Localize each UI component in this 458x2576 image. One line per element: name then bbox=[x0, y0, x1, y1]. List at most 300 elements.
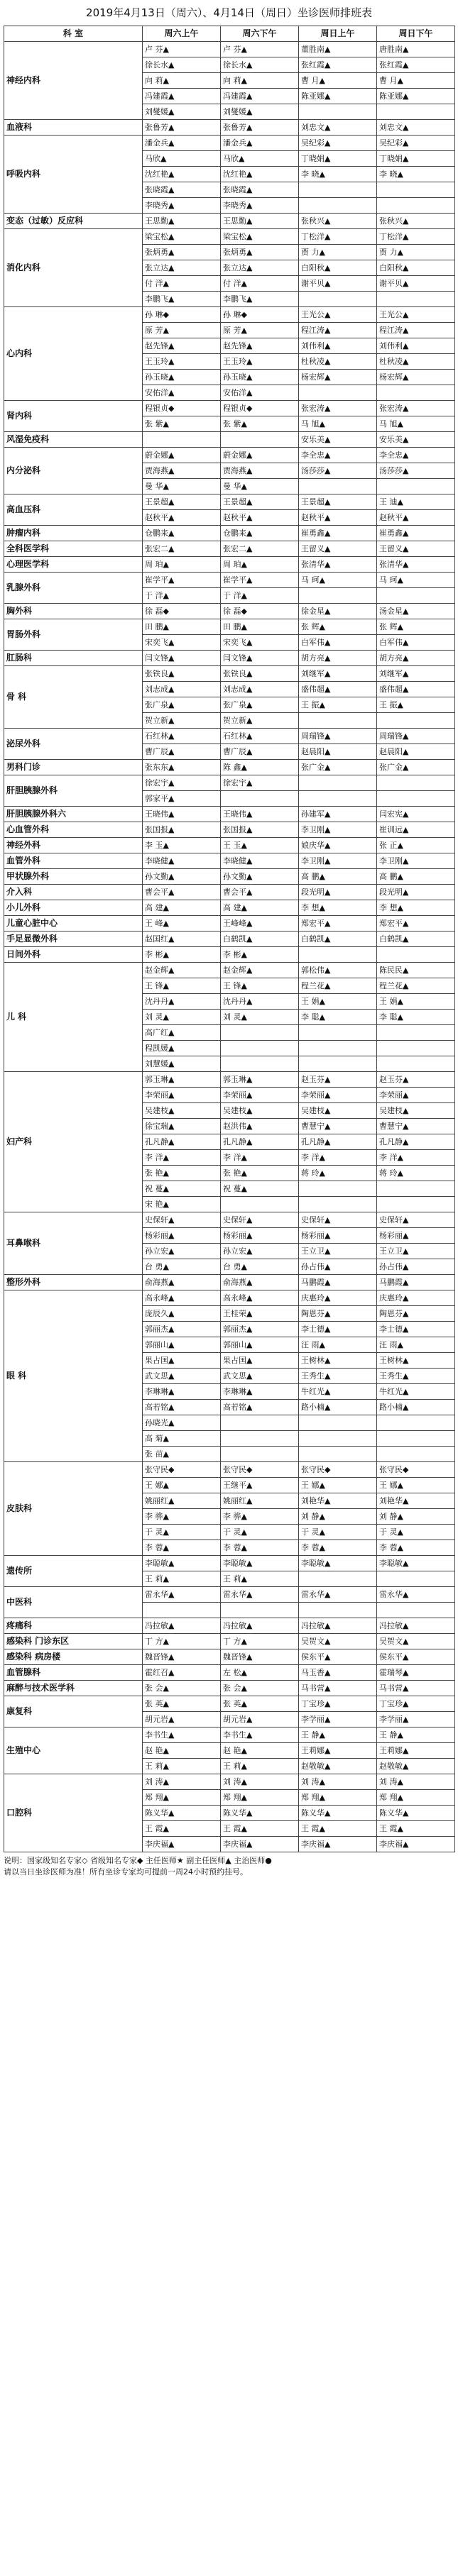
department-name: 胃肠外科 bbox=[4, 619, 143, 651]
doctor-cell: 张广泉▲ bbox=[143, 697, 221, 713]
table-row bbox=[4, 604, 455, 619]
doctor-cell: 杨彩丽▲ bbox=[221, 1228, 299, 1244]
doctor-cell: 孔凡静▲ bbox=[143, 1134, 221, 1150]
department-name: 耳鼻喉科 bbox=[4, 1212, 143, 1275]
doctor-cell: 王 莉▲ bbox=[143, 1571, 221, 1587]
department-name: 肾内科 bbox=[4, 401, 143, 432]
doctor-cell: 王 莉▲ bbox=[221, 1571, 299, 1587]
doctor-cell: 李庆福▲ bbox=[221, 1837, 299, 1852]
doctor-cell: 高 建▲ bbox=[143, 900, 221, 916]
doctor-cell: 刘 静▲ bbox=[299, 1509, 377, 1525]
doctor-cell: 胡元岩▲ bbox=[221, 1712, 299, 1728]
table-row bbox=[4, 494, 455, 510]
doctor-cell: 曼 华▲ bbox=[143, 479, 221, 494]
doctor-cell: 卢 芬▲ bbox=[221, 42, 299, 57]
doctor-cell: 李士德▲ bbox=[299, 1322, 377, 1337]
department-name: 儿 科 bbox=[4, 963, 143, 1072]
doctor-cell: 高永峰▲ bbox=[143, 1290, 221, 1306]
doctor-cell: 贺立新▲ bbox=[221, 713, 299, 729]
doctor-cell bbox=[221, 1056, 299, 1072]
doctor-cell: 郑宏平▲ bbox=[299, 916, 377, 932]
table-row bbox=[4, 619, 455, 635]
doctor-cell: 高 建▲ bbox=[221, 900, 299, 916]
doctor-cell: 张红霞▲ bbox=[299, 57, 377, 73]
doctor-cell: 郑 翔▲ bbox=[377, 1790, 455, 1806]
doctor-cell: 张秋兴▲ bbox=[299, 214, 377, 229]
doctor-cell: 高广红▲ bbox=[143, 1025, 221, 1041]
doctor-cell: 胡方亮▲ bbox=[299, 651, 377, 666]
doctor-cell: 刘 涛▲ bbox=[299, 1774, 377, 1790]
doctor-cell: 仓鹏来▲ bbox=[221, 526, 299, 541]
doctor-cell: 张国报▲ bbox=[221, 822, 299, 838]
doctor-cell: 李学丽▲ bbox=[299, 1712, 377, 1728]
doctor-cell: 蒋 玲▲ bbox=[299, 1166, 377, 1181]
doctor-cell: 谢平贝▲ bbox=[377, 276, 455, 292]
doctor-cell: 牛红光▲ bbox=[377, 1384, 455, 1400]
doctor-cell: 王景超▲ bbox=[299, 494, 377, 510]
doctor-cell: 王 静▲ bbox=[299, 1728, 377, 1743]
doctor-cell: 周 珀▲ bbox=[143, 557, 221, 573]
doctor-cell: 张清华▲ bbox=[299, 557, 377, 573]
doctor-cell: 庆惠玲▲ bbox=[377, 1290, 455, 1306]
table-row bbox=[4, 775, 455, 791]
doctor-cell: 马玉香▲ bbox=[299, 1665, 377, 1681]
doctor-cell: 李晓健▲ bbox=[221, 853, 299, 869]
doctor-cell: 郭丽山▲ bbox=[221, 1337, 299, 1353]
doctor-cell: 郭松伟▲ bbox=[299, 963, 377, 978]
doctor-cell: 贺立新▲ bbox=[143, 713, 221, 729]
doctor-cell bbox=[143, 1603, 221, 1618]
doctor-cell: 石红林▲ bbox=[221, 729, 299, 744]
doctor-cell: 李庆福▲ bbox=[299, 1837, 377, 1852]
doctor-cell bbox=[377, 1181, 455, 1197]
table-row bbox=[4, 1212, 455, 1228]
doctor-cell bbox=[377, 292, 455, 307]
doctor-cell: 张广泉▲ bbox=[221, 697, 299, 713]
doctor-cell: 王光公▲ bbox=[299, 307, 377, 323]
doctor-cell: 王思勤▲ bbox=[221, 214, 299, 229]
doctor-cell: 赵 艳▲ bbox=[221, 1743, 299, 1759]
doctor-cell: 李 彬▲ bbox=[143, 947, 221, 963]
doctor-cell bbox=[299, 588, 377, 604]
doctor-cell: 张宏涛▲ bbox=[377, 401, 455, 416]
header-sat-am: 周六上午 bbox=[143, 26, 221, 42]
doctor-cell: 程江涛▲ bbox=[377, 323, 455, 338]
table-row bbox=[4, 760, 455, 775]
doctor-cell: 梁宝松▲ bbox=[143, 229, 221, 245]
doctor-cell: 李荣丽▲ bbox=[221, 1088, 299, 1103]
doctor-cell: 高 鹏▲ bbox=[377, 869, 455, 885]
department-name: 风湿免疫科 bbox=[4, 432, 143, 448]
doctor-cell: 原 芳▲ bbox=[143, 323, 221, 338]
doctor-cell: 曹会平▲ bbox=[221, 885, 299, 900]
department-name: 心内科 bbox=[4, 307, 143, 401]
doctor-cell: 孙玉晓▲ bbox=[221, 370, 299, 385]
doctor-cell bbox=[299, 1181, 377, 1197]
table-row bbox=[4, 1275, 455, 1290]
doctor-cell: 李学丽▲ bbox=[377, 1712, 455, 1728]
doctor-cell: 李士德▲ bbox=[377, 1322, 455, 1337]
doctor-cell: 曹慧宁▲ bbox=[299, 1119, 377, 1134]
doctor-cell: 孙晓光▲ bbox=[143, 1415, 221, 1431]
doctor-cell: 郭家平▲ bbox=[143, 791, 221, 807]
doctor-cell: 白阳秋▲ bbox=[377, 260, 455, 276]
doctor-cell: 周瑞锋▲ bbox=[377, 729, 455, 744]
doctor-cell: 曹 月▲ bbox=[377, 73, 455, 89]
doctor-cell: 张守民◆ bbox=[221, 1462, 299, 1478]
doctor-cell: 张 艳▲ bbox=[221, 1166, 299, 1181]
table-row bbox=[4, 1556, 455, 1571]
doctor-cell: 高永峰▲ bbox=[221, 1290, 299, 1306]
doctor-cell: 孔凡静▲ bbox=[377, 1134, 455, 1150]
doctor-cell: 汤莎莎▲ bbox=[299, 463, 377, 479]
doctor-cell bbox=[377, 1025, 455, 1041]
doctor-cell: 丁 方▲ bbox=[143, 1634, 221, 1649]
doctor-cell bbox=[299, 1447, 377, 1462]
doctor-cell: 吴建枝▲ bbox=[377, 1103, 455, 1119]
department-name: 疼痛科 bbox=[4, 1618, 143, 1634]
doctor-cell: 丁晓娟▲ bbox=[377, 151, 455, 167]
doctor-cell: 高若铭▲ bbox=[221, 1400, 299, 1415]
doctor-cell: 左 松▲ bbox=[221, 1665, 299, 1681]
doctor-cell: 马欣▲ bbox=[143, 151, 221, 167]
table-row bbox=[4, 1072, 455, 1088]
doctor-cell: 王 振▲ bbox=[377, 697, 455, 713]
doctor-cell: 祝 蔓▲ bbox=[143, 1181, 221, 1197]
doctor-cell: 王莉娜▲ bbox=[299, 1743, 377, 1759]
doctor-cell: 李 蓉▲ bbox=[299, 1540, 377, 1556]
doctor-cell: 吴建枝▲ bbox=[299, 1103, 377, 1119]
header-sun-am: 周日上午 bbox=[299, 26, 377, 42]
doctor-cell: 王莉娜▲ bbox=[377, 1743, 455, 1759]
doctor-cell: 张 会▲ bbox=[221, 1681, 299, 1696]
doctor-cell: 吴纪彩▲ bbox=[299, 136, 377, 151]
doctor-cell: 刘继军▲ bbox=[377, 666, 455, 682]
doctor-cell: 贾 力▲ bbox=[299, 245, 377, 260]
doctor-cell: 赵先锋▲ bbox=[221, 338, 299, 354]
doctor-cell: 张 英▲ bbox=[221, 1696, 299, 1712]
doctor-cell: 马鹏霞▲ bbox=[299, 1275, 377, 1290]
doctor-cell bbox=[377, 1447, 455, 1462]
doctor-cell: 向 莉▲ bbox=[143, 73, 221, 89]
doctor-cell bbox=[377, 1041, 455, 1056]
doctor-cell: 张广金▲ bbox=[299, 760, 377, 775]
table-row bbox=[4, 573, 455, 588]
doctor-cell: 孙立宏▲ bbox=[143, 1244, 221, 1259]
doctor-cell: 刘伟利▲ bbox=[299, 338, 377, 354]
doctor-cell: 张清华▲ bbox=[377, 557, 455, 573]
table-row bbox=[4, 932, 455, 947]
doctor-cell: 冯建霞▲ bbox=[143, 89, 221, 104]
table-row bbox=[4, 885, 455, 900]
doctor-cell: 徐长水▲ bbox=[221, 57, 299, 73]
doctor-cell: 汤莎莎▲ bbox=[377, 463, 455, 479]
doctor-cell: 李 蓉▲ bbox=[377, 1540, 455, 1556]
doctor-cell: 张晓霞▲ bbox=[143, 182, 221, 198]
doctor-cell: 宋奕飞▲ bbox=[143, 635, 221, 651]
doctor-cell: 台 勇▲ bbox=[143, 1259, 221, 1275]
doctor-cell: 王留义▲ bbox=[377, 541, 455, 557]
doctor-cell: 孔凡静▲ bbox=[299, 1134, 377, 1150]
doctor-cell: 冯拉敏▲ bbox=[221, 1618, 299, 1634]
doctor-cell: 王 娟▲ bbox=[377, 994, 455, 1010]
doctor-cell: 蒋 玲▲ bbox=[377, 1166, 455, 1181]
doctor-cell: 宋奕飞▲ bbox=[221, 635, 299, 651]
doctor-cell bbox=[377, 104, 455, 120]
doctor-cell: 李庆福▲ bbox=[143, 1837, 221, 1852]
doctor-cell bbox=[377, 198, 455, 214]
doctor-cell: 吴纪彩▲ bbox=[377, 136, 455, 151]
doctor-cell bbox=[377, 775, 455, 791]
department-name: 康复科 bbox=[4, 1696, 143, 1728]
doctor-cell: 李晓健▲ bbox=[143, 853, 221, 869]
doctor-cell: 刘艳华▲ bbox=[377, 1493, 455, 1509]
doctor-cell: 白军伟▲ bbox=[299, 635, 377, 651]
doctor-cell bbox=[221, 1415, 299, 1431]
doctor-cell: 于 灵▲ bbox=[221, 1525, 299, 1540]
doctor-cell: 马书营▲ bbox=[377, 1681, 455, 1696]
doctor-cell: 于 灵▲ bbox=[377, 1525, 455, 1540]
doctor-cell: 程兰花▲ bbox=[299, 978, 377, 994]
doctor-cell: 李 洋▲ bbox=[143, 1150, 221, 1166]
doctor-cell: 曹广辰▲ bbox=[143, 744, 221, 760]
doctor-cell: 谢平贝▲ bbox=[299, 276, 377, 292]
doctor-cell bbox=[299, 182, 377, 198]
doctor-cell: 王 峰▲ bbox=[143, 916, 221, 932]
doctor-cell: 吴贺文▲ bbox=[299, 1634, 377, 1649]
doctor-cell: 李 想▲ bbox=[377, 900, 455, 916]
department-name: 心理医学科 bbox=[4, 557, 143, 573]
doctor-cell: 于 洋▲ bbox=[143, 588, 221, 604]
department-name: 神经外科 bbox=[4, 838, 143, 853]
doctor-cell: 孙建军▲ bbox=[299, 807, 377, 822]
doctor-cell: 孙文勤▲ bbox=[221, 869, 299, 885]
table-row bbox=[4, 1696, 455, 1712]
table-row bbox=[4, 729, 455, 744]
doctor-cell: 王光公▲ bbox=[377, 307, 455, 323]
table-row bbox=[4, 229, 455, 245]
doctor-cell: 曼 华▲ bbox=[221, 479, 299, 494]
doctor-cell: 张 英▲ bbox=[143, 1696, 221, 1712]
doctor-cell: 孙 琳◆ bbox=[143, 307, 221, 323]
doctor-cell: 贾 力▲ bbox=[377, 245, 455, 260]
table-row bbox=[4, 1634, 455, 1649]
doctor-cell: 李荣丽▲ bbox=[377, 1088, 455, 1103]
doctor-cell bbox=[221, 432, 299, 448]
doctor-cell: 陈亚娜▲ bbox=[299, 89, 377, 104]
doctor-cell: 张 辉▲ bbox=[377, 619, 455, 635]
doctor-cell: 郑 翔▲ bbox=[299, 1790, 377, 1806]
doctor-cell: 孙文勤▲ bbox=[143, 869, 221, 885]
table-row bbox=[4, 526, 455, 541]
doctor-cell: 果占国▲ bbox=[221, 1353, 299, 1369]
doctor-cell: 高 鹏▲ bbox=[299, 869, 377, 885]
doctor-cell: 王峰峰▲ bbox=[221, 916, 299, 932]
doctor-cell: 侯东平▲ bbox=[299, 1649, 377, 1665]
doctor-cell: 李聪敏▲ bbox=[377, 1556, 455, 1571]
doctor-cell: 李 洋▲ bbox=[221, 1150, 299, 1166]
doctor-cell: 张 会▲ bbox=[143, 1681, 221, 1696]
doctor-cell: 张宏二▲ bbox=[143, 541, 221, 557]
doctor-cell: 李卫刚▲ bbox=[299, 822, 377, 838]
doctor-cell: 李全忠▲ bbox=[299, 448, 377, 463]
doctor-cell: 武文思▲ bbox=[221, 1369, 299, 1384]
department-name: 血液科 bbox=[4, 120, 143, 136]
doctor-cell: 张 紫▲ bbox=[143, 416, 221, 432]
doctor-cell: 蔚金娜▲ bbox=[143, 448, 221, 463]
department-name: 口腔科 bbox=[4, 1774, 143, 1852]
doctor-cell: 张铁良▲ bbox=[143, 666, 221, 682]
doctor-cell: 安佑洋▲ bbox=[143, 385, 221, 401]
department-name: 中医科 bbox=[4, 1587, 143, 1618]
doctor-cell: 李晓秀▲ bbox=[143, 198, 221, 214]
doctor-cell: 白鹤凯▲ bbox=[299, 932, 377, 947]
doctor-cell: 沈红艳▲ bbox=[221, 167, 299, 182]
department-name: 乳腺外科 bbox=[4, 573, 143, 604]
doctor-cell: 张守民◆ bbox=[299, 1462, 377, 1478]
doctor-cell: 沈红艳▲ bbox=[143, 167, 221, 182]
doctor-cell: 李琳琳▲ bbox=[143, 1384, 221, 1400]
doctor-cell: 张秋兴▲ bbox=[377, 214, 455, 229]
doctor-cell bbox=[221, 791, 299, 807]
doctor-cell: 陈义华▲ bbox=[143, 1806, 221, 1821]
doctor-cell: 徐长水▲ bbox=[143, 57, 221, 73]
doctor-cell bbox=[299, 1431, 377, 1447]
doctor-cell bbox=[377, 1197, 455, 1212]
doctor-cell bbox=[299, 713, 377, 729]
doctor-cell: 王玉玲▲ bbox=[221, 354, 299, 370]
doctor-cell: 李荣丽▲ bbox=[299, 1088, 377, 1103]
table-row bbox=[4, 963, 455, 978]
doctor-cell: 沈丹丹▲ bbox=[221, 994, 299, 1010]
doctor-cell: 丁松洋▲ bbox=[299, 229, 377, 245]
doctor-cell: 李 骅▲ bbox=[221, 1509, 299, 1525]
department-name: 全科医学科 bbox=[4, 541, 143, 557]
department-name: 遗传所 bbox=[4, 1556, 143, 1587]
doctor-cell bbox=[143, 432, 221, 448]
doctor-cell bbox=[299, 947, 377, 963]
table-row bbox=[4, 541, 455, 557]
doctor-cell: 赵先锋▲ bbox=[143, 338, 221, 354]
doctor-cell bbox=[377, 588, 455, 604]
doctor-cell: 张红霞▲ bbox=[377, 57, 455, 73]
doctor-cell bbox=[299, 292, 377, 307]
department-name: 血管腺科 bbox=[4, 1665, 143, 1681]
doctor-cell: 王树林▲ bbox=[377, 1353, 455, 1369]
doctor-cell: 李卫刚▲ bbox=[299, 853, 377, 869]
doctor-cell: 张 正▲ bbox=[377, 838, 455, 853]
table-row bbox=[4, 807, 455, 822]
table-row bbox=[4, 557, 455, 573]
doctor-cell: 陈亚娜▲ bbox=[377, 89, 455, 104]
doctor-cell: 郭丽杰▲ bbox=[221, 1322, 299, 1337]
table-row bbox=[4, 1774, 455, 1790]
doctor-cell: 徐金星▲ bbox=[299, 604, 377, 619]
doctor-cell: 崔学平▲ bbox=[221, 573, 299, 588]
doctor-cell: 张守民◆ bbox=[377, 1462, 455, 1478]
doctor-cell: 向 莉▲ bbox=[221, 73, 299, 89]
table-row bbox=[4, 822, 455, 838]
department-name: 肿瘤内科 bbox=[4, 526, 143, 541]
doctor-cell: 娘庆华▲ bbox=[299, 838, 377, 853]
doctor-cell: 王 娜▲ bbox=[299, 1478, 377, 1493]
doctor-cell: 张炳勇▲ bbox=[143, 245, 221, 260]
doctor-cell: 曹 月▲ bbox=[299, 73, 377, 89]
doctor-cell: 周瑞锋▲ bbox=[299, 729, 377, 744]
doctor-cell: 郑宏平▲ bbox=[377, 916, 455, 932]
department-name: 内分泌科 bbox=[4, 448, 143, 494]
doctor-cell: 杨彩丽▲ bbox=[299, 1228, 377, 1244]
doctor-cell: 史保轩▲ bbox=[143, 1212, 221, 1228]
doctor-cell: 原 芳▲ bbox=[221, 323, 299, 338]
doctor-cell: 李 聪▲ bbox=[377, 1010, 455, 1025]
doctor-cell: 董胜南▲ bbox=[299, 42, 377, 57]
table-row bbox=[4, 448, 455, 463]
doctor-cell: 雷永华▲ bbox=[221, 1587, 299, 1603]
doctor-cell: 庆惠玲▲ bbox=[299, 1290, 377, 1306]
doctor-cell: 陈义华▲ bbox=[221, 1806, 299, 1821]
doctor-cell bbox=[299, 479, 377, 494]
doctor-cell: 刘 涛▲ bbox=[221, 1774, 299, 1790]
doctor-cell bbox=[299, 1041, 377, 1056]
department-name: 甲状腺外科 bbox=[4, 869, 143, 885]
doctor-cell: 王树林▲ bbox=[299, 1353, 377, 1369]
table-row bbox=[4, 838, 455, 853]
doctor-cell: 赵秋平▲ bbox=[221, 510, 299, 526]
doctor-cell: 马欣▲ bbox=[221, 151, 299, 167]
doctor-cell: 王 莉▲ bbox=[221, 1759, 299, 1774]
doctor-cell: 雷永华▲ bbox=[143, 1587, 221, 1603]
doctor-cell bbox=[299, 104, 377, 120]
doctor-cell: 俞海燕▲ bbox=[143, 1275, 221, 1290]
department-name: 男科门诊 bbox=[4, 760, 143, 775]
doctor-cell: 姚丽红▲ bbox=[221, 1493, 299, 1509]
doctor-cell: 张铁良▲ bbox=[221, 666, 299, 682]
doctor-cell: 刘 涛▲ bbox=[143, 1774, 221, 1790]
doctor-cell: 刘艳华▲ bbox=[299, 1493, 377, 1509]
department-name: 麻醉与技术医学科 bbox=[4, 1681, 143, 1696]
doctor-cell: 王思勤▲ bbox=[143, 214, 221, 229]
doctor-cell: 赵秋平▲ bbox=[299, 510, 377, 526]
department-name: 心血管外科 bbox=[4, 822, 143, 838]
doctor-cell: 刘 静▲ bbox=[377, 1509, 455, 1525]
doctor-cell: 胡方亮▲ bbox=[377, 651, 455, 666]
doctor-cell: 张鲁芳▲ bbox=[143, 120, 221, 136]
doctor-cell: 王 静▲ bbox=[377, 1728, 455, 1743]
department-name: 手足显微外科 bbox=[4, 932, 143, 947]
doctor-cell: 赵 艳▲ bbox=[143, 1743, 221, 1759]
table-row bbox=[4, 307, 455, 323]
doctor-cell: 冯拉敏▲ bbox=[299, 1618, 377, 1634]
doctor-cell: 王立卫▲ bbox=[377, 1244, 455, 1259]
table-row bbox=[4, 651, 455, 666]
doctor-cell: 冯建霞▲ bbox=[221, 89, 299, 104]
doctor-cell: 曹广辰▲ bbox=[221, 744, 299, 760]
doctor-cell: 马 旭▲ bbox=[299, 416, 377, 432]
doctor-cell: 曹慧宁▲ bbox=[377, 1119, 455, 1134]
doctor-cell: 刘伟利▲ bbox=[377, 338, 455, 354]
footer-legend: 说明：国家级知名专家◇ 省级知名专家◆ 主任医师★ 副主任医师▲ 主治医师● bbox=[4, 1856, 272, 1865]
doctor-cell: 闫宏宪▲ bbox=[377, 807, 455, 822]
doctor-cell bbox=[377, 791, 455, 807]
doctor-cell: 王景超▲ bbox=[143, 494, 221, 510]
table-row bbox=[4, 214, 455, 229]
doctor-cell: 赵敬敏▲ bbox=[377, 1759, 455, 1774]
doctor-cell: 李 想▲ bbox=[299, 900, 377, 916]
doctor-cell: 张广金▲ bbox=[377, 760, 455, 775]
doctor-cell bbox=[299, 1415, 377, 1431]
doctor-cell: 李全忠▲ bbox=[377, 448, 455, 463]
